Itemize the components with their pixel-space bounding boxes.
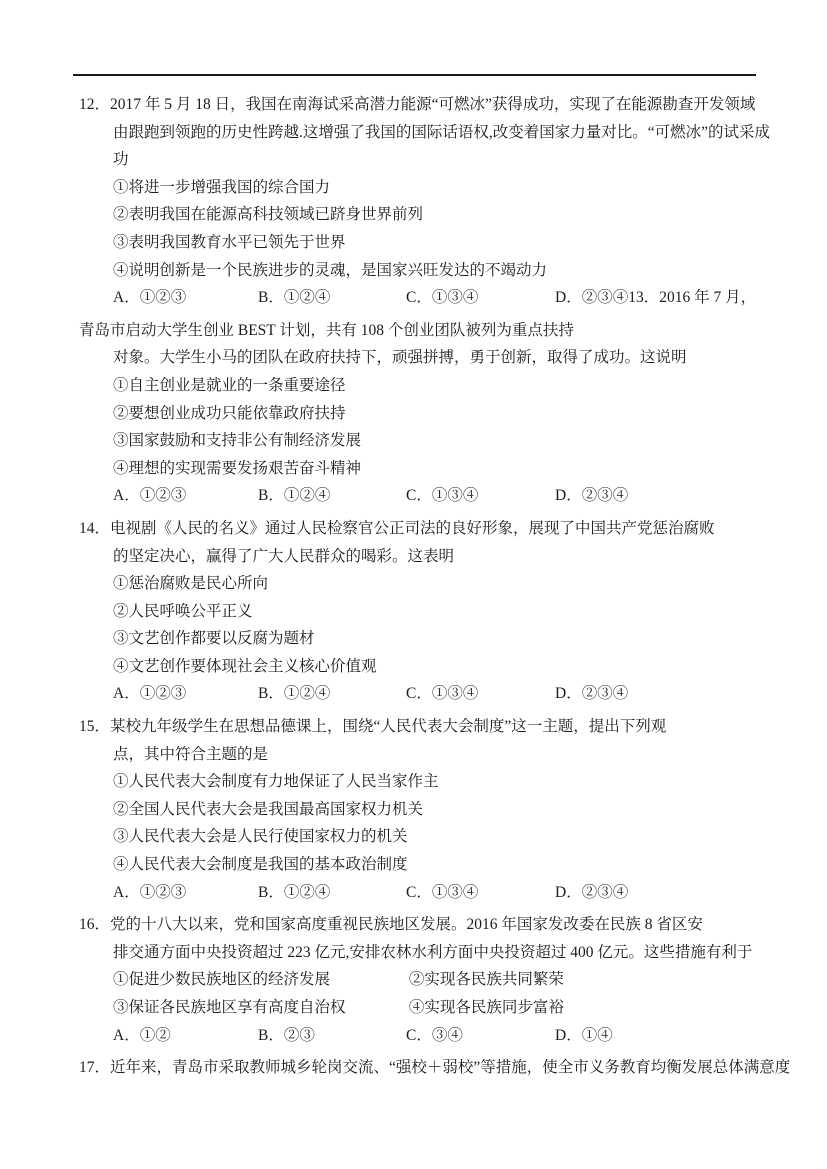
question-16-item-4: ④实现各民族同步富裕 — [408, 999, 564, 1016]
question-13-item-3: ③国家鼓励和支持非公有制经济发展 — [113, 432, 362, 450]
question-16-item-2: ②实现各民族共同繁荣 — [408, 971, 564, 989]
question-14-option-d: D．②③④ — [555, 685, 629, 703]
question-15-item-2: ②全国人民代表大会是我国最高国家权力机关 — [113, 800, 424, 818]
question-12-stem-line-2: 由跟跑到领跑的历史性跨越.这增强了我国的国际话语权,改变着国家力量对比。“可燃冰”的试采成 — [113, 123, 771, 141]
question-14-item-2: ②人民呼唤公平正义 — [113, 602, 253, 620]
question-13-item-1: ①自主创业是就业的一条重要途径 — [113, 376, 346, 394]
question-15-item-1: ①人民代表大会制度有力地保证了人民当家作主 — [113, 773, 439, 791]
question-13-option-a: A．①②③ — [113, 487, 187, 505]
question-16-item-3: ③保证各民族地区享有高度自治权 — [113, 999, 346, 1016]
question-16-item-row-1 — [0, 966, 827, 994]
question-14-item-3: ③文艺创作都要以反腐为题材 — [113, 630, 315, 648]
question-15-stem-line-2: 点，其中符合主题的是 — [113, 745, 269, 763]
header-divider-line — [73, 74, 756, 76]
question-12-options-row — [0, 284, 827, 312]
question-13-option-d: D．②③④ — [555, 487, 629, 505]
question-12-option-a: A．①②③ — [113, 289, 187, 307]
question-12-stem-line-3: 功 — [113, 151, 129, 169]
question-13-stem-line-2: 对象。大学生小马的团队在政府扶持下，顽强拼搏，勇于创新，取得了成功。这说明 — [113, 349, 687, 367]
question-14-item-1: ①惩治腐败是民心所向 — [113, 575, 269, 593]
question-15-option-a: A．①②③ — [113, 883, 187, 901]
question-16-options-row — [0, 1022, 827, 1050]
question-12-item-4: ④说明创新是一个民族进步的灵魂，是国家兴旺发达的不竭动力 — [113, 261, 548, 279]
question-15-item-3: ③人民代表大会是人民行使国家权力的机关 — [113, 828, 408, 846]
question-14-stem-line-2: 的坚定决心，赢得了广大人民群众的喝彩。这表明 — [113, 547, 455, 565]
question-13-inline-start: 13．2016 年 7 月， — [628, 289, 757, 307]
question-14-option-a: A．①②③ — [113, 685, 187, 703]
question-16-item-1: ①促进少数民族地区的经济发展 — [113, 971, 331, 989]
exam-content — [0, 91, 827, 1082]
question-15-options-row — [0, 879, 827, 907]
question-12-item-2: ②表明我国在能源高科技领域已跻身世界前列 — [113, 206, 424, 224]
question-14 — [0, 515, 827, 708]
question-14-options-row — [0, 680, 827, 708]
question-13-option-c: C．①③④ — [406, 487, 479, 505]
question-17-stem-line-1: 17．近年来，青岛市采取教师城乡轮岗交流、“强校＋弱校”等措施，使全市义务教育均衡发展总体满意度 — [79, 1059, 791, 1077]
question-13-options-row — [0, 482, 827, 510]
question-16-option-a: A．①② — [113, 1026, 171, 1044]
question-12 — [0, 91, 827, 312]
question-16 — [0, 911, 827, 1049]
question-15-option-b: B．①②④ — [258, 883, 331, 901]
question-14-option-c: C．①③④ — [406, 685, 479, 703]
question-12-option-c: C．①③④ — [406, 289, 479, 307]
question-16-option-b: B．②③ — [258, 1026, 315, 1044]
question-12-item-1: ①将进一步增强我国的综合国力 — [113, 178, 331, 196]
question-15-stem-line-1: 15．某校九年级学生在思想品德课上，围绕“人民代表大会制度”这一主题，提出下列观 — [79, 718, 667, 736]
question-13 — [0, 317, 827, 510]
question-16-stem-line-2: 排交通方面中央投资超过 223 亿元,安排农林水利方面中央投资超过 400 亿元。这些措施有利于 — [113, 943, 753, 961]
question-12-item-3: ③表明我国教育水平已领先于世界 — [113, 233, 346, 251]
question-15 — [0, 713, 827, 906]
question-15-option-c: C．①③④ — [406, 883, 479, 901]
question-16-option-c: C．③④ — [406, 1026, 463, 1044]
question-15-option-d: D．②③④ — [555, 883, 629, 901]
question-13-item-2: ②要想创业成功只能依靠政府扶持 — [113, 404, 346, 422]
question-13-stem-line-1: 青岛市启动大学生创业 BEST 计划，共有 108 个创业团队被列为重点扶持 — [79, 321, 574, 339]
question-17 — [0, 1054, 827, 1082]
question-16-option-d: D．①④ — [555, 1026, 613, 1044]
question-12-option-d: D．②③④ — [555, 289, 629, 307]
question-15-item-4: ④人民代表大会制度是我国的基本政治制度 — [113, 856, 408, 874]
question-12-option-b: B．①②④ — [258, 289, 331, 307]
question-13-item-4: ④理想的实现需要发扬艰苦奋斗精神 — [113, 459, 362, 477]
question-14-item-4: ④文艺创作要体现社会主义核心价值观 — [113, 657, 377, 675]
question-14-stem-line-1: 14．电视剧《人民的名义》通过人民检察官公正司法的良好形象，展现了中国共产党惩治腐败 — [79, 519, 715, 537]
question-14-option-b: B．①②④ — [258, 685, 331, 703]
question-12-stem-line-1: 12．2017 年 5 月 18 日，我国在南海试采高潜力能源“可燃冰”获得成功，实现了在能源勘查开发领域 — [79, 96, 756, 113]
question-13-option-b: B．①②④ — [258, 487, 331, 505]
question-16-item-row-2 — [0, 994, 827, 1022]
question-16-stem-line-1: 16．党的十八大以来，党和国家高度重视民族地区发展。2016 年国家发改委在民族 8 省区安 — [79, 916, 703, 934]
